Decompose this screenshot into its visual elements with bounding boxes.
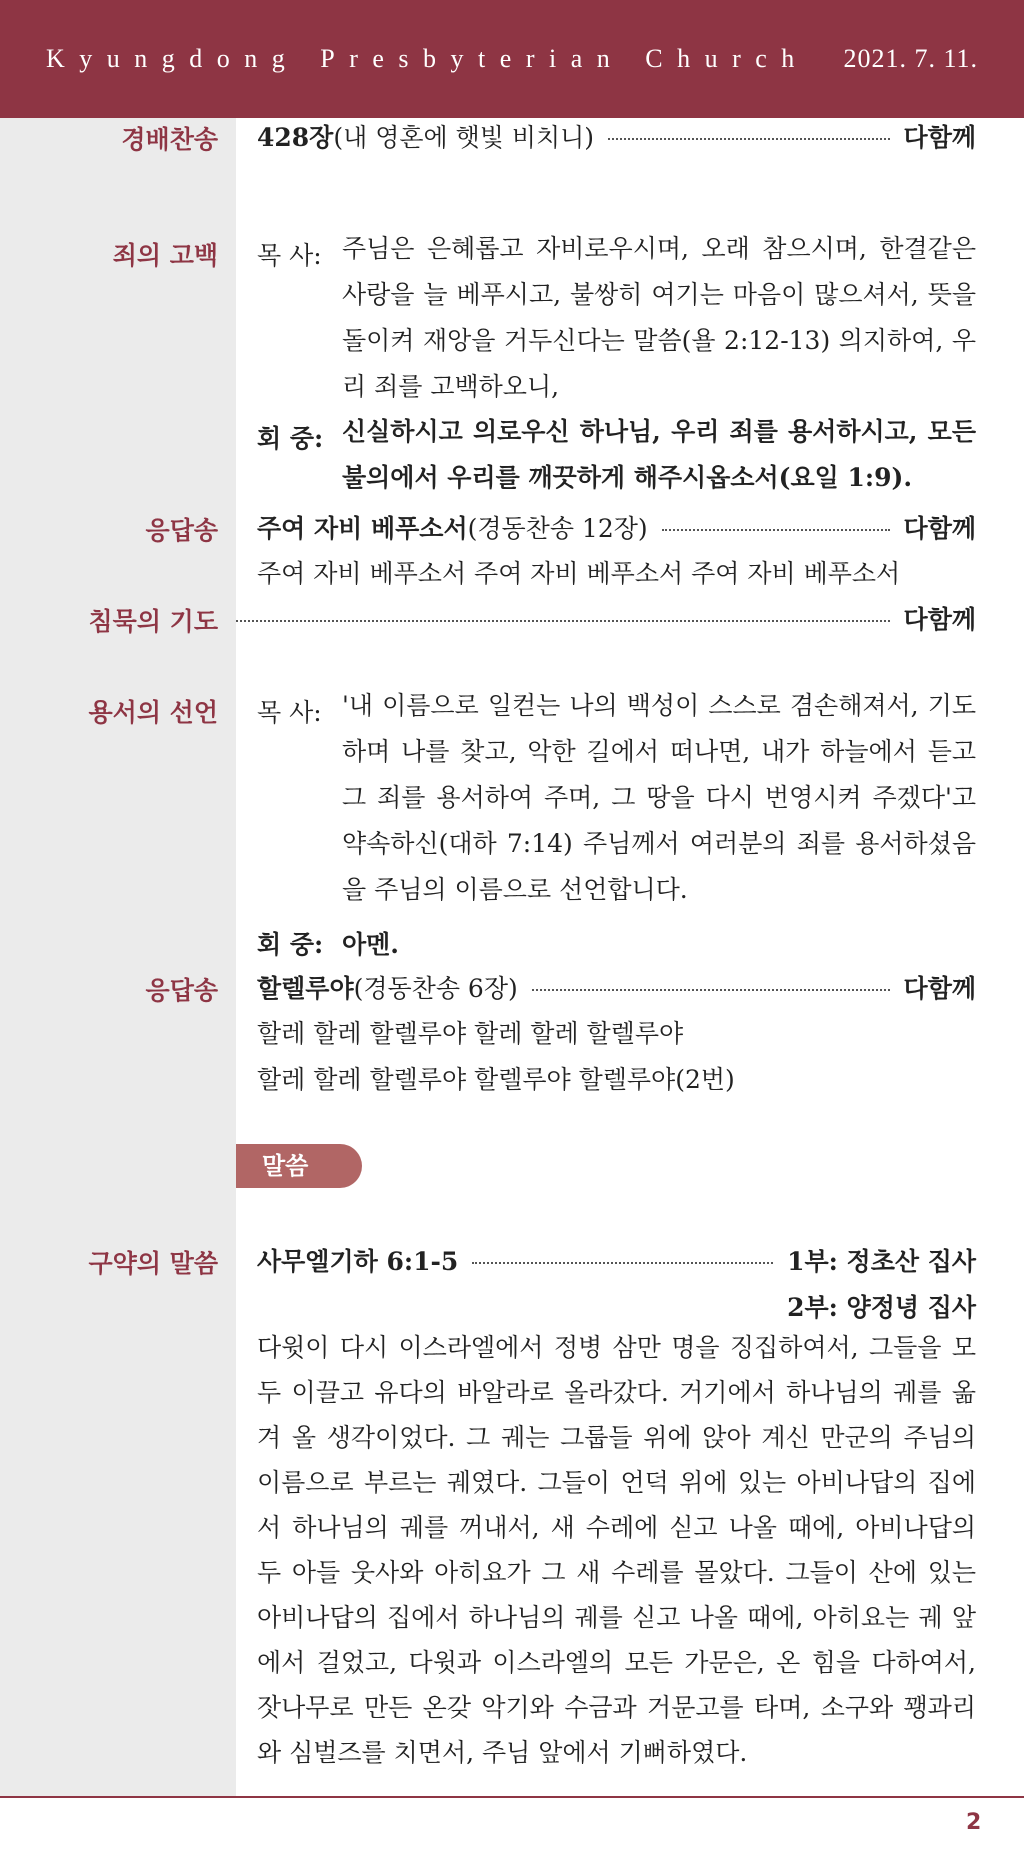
response-song-lyrics: 주여 자비 베푸소서 주여 자비 베푸소서 주여 자비 베푸소서 xyxy=(257,559,901,588)
worship-hymn-participants: 다함께 xyxy=(903,123,976,152)
label-sidebar xyxy=(0,118,236,1796)
forgiveness-congregation-text: 아멘. xyxy=(342,930,400,959)
scripture-reference: 사무엘기하 6:1-5 xyxy=(257,1247,459,1276)
forgiveness-pastor-text: '내 이름으로 일컫는 나의 백성이 스스로 겸손해져서, 기도하며 나를 찾고, 악한 길에서 떠나면, 내가 하늘에서 듣고 그 죄를 용서하여 주며, 그 땅을 다시 번영시켜 주겠다'고 약속하신(대하 7:14) 주님께서 여러분의 죄를 용서하셨음을 주님의 이름으로 선언합니다. xyxy=(342,691,976,904)
silent-prayer-line xyxy=(236,600,976,636)
page-number: 2 xyxy=(966,1810,982,1835)
response-song-participants: 다함께 xyxy=(903,514,976,543)
worship-hymn-number: 428장 xyxy=(257,123,334,152)
section-label-declaration-of-forgiveness: 용서의 선언 xyxy=(88,698,218,727)
response-song-2-lyrics-2: 할레 할레 할렐루야 할렐루야 할렐루야(2번) xyxy=(257,1065,735,1094)
bulletin-date: 2021. 7. 11. xyxy=(843,44,978,73)
worship-hymn-line xyxy=(257,118,976,154)
dot-leader xyxy=(236,620,890,622)
church-name: Kyungdong Presbyterian Church xyxy=(46,44,809,73)
confession-pastor-text: 주님은 은혜롭고 자비로우시며, 오래 참으시며, 한결같은 사랑을 늘 베푸시고, 불쌍히 여기는 마음이 많으셔서, 뜻을 돌이켜 재앙을 거두신다는 말씀(욜 2:12-13) 의지하여, 우리 죄를 고백하오니, xyxy=(342,234,976,401)
pastor-label: 목 사: xyxy=(257,241,322,270)
old-testament-line xyxy=(257,1242,976,1278)
section-label-confession: 죄의 고백 xyxy=(112,241,218,270)
response-song-number: (경동찬송 12장) xyxy=(467,514,648,543)
section-label-response-song-2: 응답송 xyxy=(145,976,218,1005)
scripture-text: 다윗이 다시 이스라엘에서 정병 삼만 명을 징집하여서, 그들을 모두 이끌고 유다의 바알라로 올라갔다. 거기에서 하나님의 궤를 옮겨 올 생각이었다. 그 궤는 그룹들 위에 앉아 계신 만군의 주님의 이름으로 부르는 궤였다. 그들이 언덕 위에 있는 아비나답의 집에서 하나님의 궤를 꺼내서, 새 수레에 싣고 나올 때에, 아비나답의 두 아들 웃사와 아히요가 그 새 수레를 몰았다. 그들이 산에 있는 아비나답의 집에서 하나님의 궤를 싣고 나올 때에, 아히요는 궤 앞에서 걸었고, 다윗과 이스라엘의 모든 가문은, 온 힘을 다하여서, 잣나무로 만든 온갖 악기와 수금과 거문고를 타며, 소구와 꽹과리와 심벌즈를 치면서, 주님 앞에서 기뻐하였다. xyxy=(257,1333,976,1767)
dot-leader xyxy=(472,1262,773,1264)
response-song-2-number: (경동찬송 6장) xyxy=(353,974,518,1003)
confession-congregation-text: 신실하시고 의로우신 하나님, 우리 죄를 용서하시고, 모든 불의에서 우리를 깨끗하게 해주시옵소서(요일 1:9). xyxy=(342,417,976,492)
response-song-2-lyrics-1: 할레 할레 할렐루야 할레 할레 할렐루야 xyxy=(257,1019,684,1048)
congregation-label: 회 중: xyxy=(257,930,324,959)
footer-rule xyxy=(0,1796,1024,1798)
section-tab-word: 말씀 xyxy=(236,1144,362,1188)
response-song-2-title: 할렐루야 xyxy=(257,974,354,1003)
reader-first-service: 1부: 정초산 집사 xyxy=(787,1247,976,1276)
response-song-2-participants: 다함께 xyxy=(903,974,976,1003)
congregation-label: 회 중: xyxy=(257,424,324,453)
section-label-old-testament: 구약의 말씀 xyxy=(88,1249,218,1278)
response-song-2-line xyxy=(257,969,976,1005)
dot-leader xyxy=(608,138,890,140)
response-song-title: 주여 자비 베푸소서 xyxy=(257,514,468,543)
dot-leader xyxy=(532,989,890,991)
response-song-line xyxy=(257,509,976,545)
dot-leader xyxy=(662,529,890,531)
pastor-label: 목 사: xyxy=(257,698,322,727)
section-label-silent-prayer: 침묵의 기도 xyxy=(88,607,218,636)
section-label-response-song: 응답송 xyxy=(145,516,218,545)
silent-prayer-participants: 다함께 xyxy=(903,605,976,634)
section-label-worship-hymn: 경배찬송 xyxy=(121,125,218,154)
reader-second-service: 2부: 양정녕 집사 xyxy=(787,1293,976,1322)
header-bar xyxy=(0,0,1024,118)
worship-hymn-title: (내 영혼에 햇빛 비치니) xyxy=(333,123,595,152)
